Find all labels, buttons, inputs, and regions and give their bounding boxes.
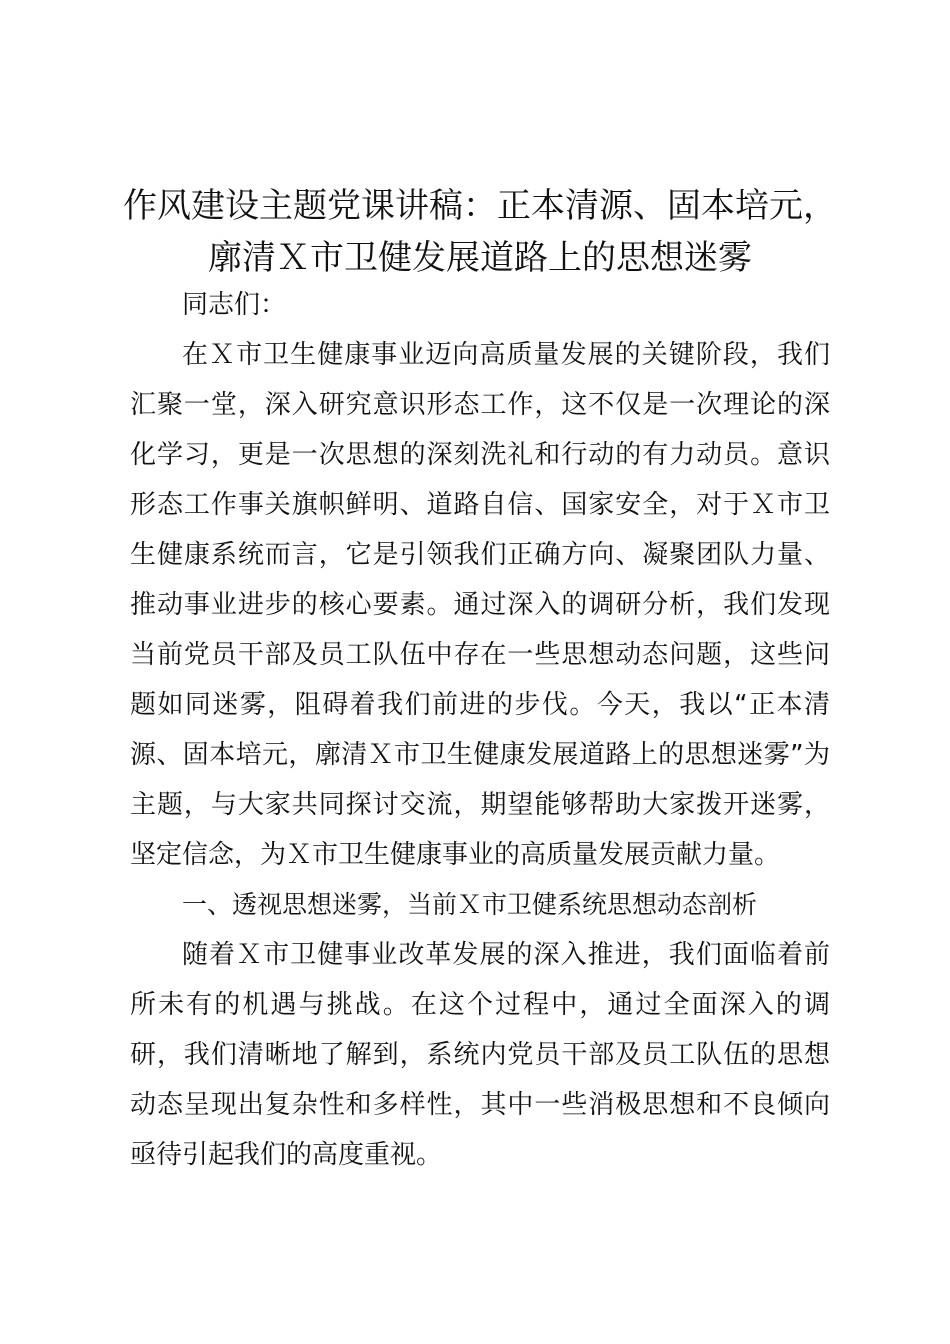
intro-paragraph: 在Ｘ市卫生健康事业迈向高质量发展的关键阶段，我们汇聚一堂，深入研究意识形态工作，这不仅是一次理论的深化学习，更是一次思想的深刻洗礼和行动的有力动员。意识形态工作事关旗帜鲜明、道路自信、国家安全，对于Ｘ市卫生健康系统而言，它是引领我们正确方向、凝聚团队力量、推动事业进步的核心要素。通过深入的调研分析，我们发现当前党员干部及员工队伍中存在一些思想动态问题，这些问题如同迷雾，阻碍着我们前进的步伐。今天，我以“正本清源、固本培元，廓清Ｘ市卫生健康发展道路上的思想迷雾”为主题，与大家共同探讨交流，期望能够帮助大家拨开迷雾，坚定信念，为Ｘ市卫生健康事业的高质量发展贡献力量。 bbox=[130, 340, 830, 870]
section-heading: 一、透视思想迷雾，当前Ｘ市卫健系统思想动态剖析 bbox=[182, 890, 758, 919]
salutation: 同志们： bbox=[182, 290, 287, 320]
document-body bbox=[130, 280, 830, 1180]
document-title bbox=[110, 180, 850, 284]
title-line-2: 廓清Ｘ市卫健发展道路上的思想迷雾 bbox=[208, 238, 752, 278]
section-paragraph: 随着Ｘ市卫健事业改革发展的深入推进，我们面临着前所未有的机遇与挑战。在这个过程中，通过全面深入的调研，我们清晰地了解到，系统内党员干部及员工队伍的思想动态呈现出复杂性和多样性，其中一些消极思想和不良倾向亟待引起我们的高度重视。 bbox=[130, 940, 830, 1170]
title-line-1: 作风建设主题党课讲稿：正本清源、固本培元， bbox=[123, 186, 837, 226]
